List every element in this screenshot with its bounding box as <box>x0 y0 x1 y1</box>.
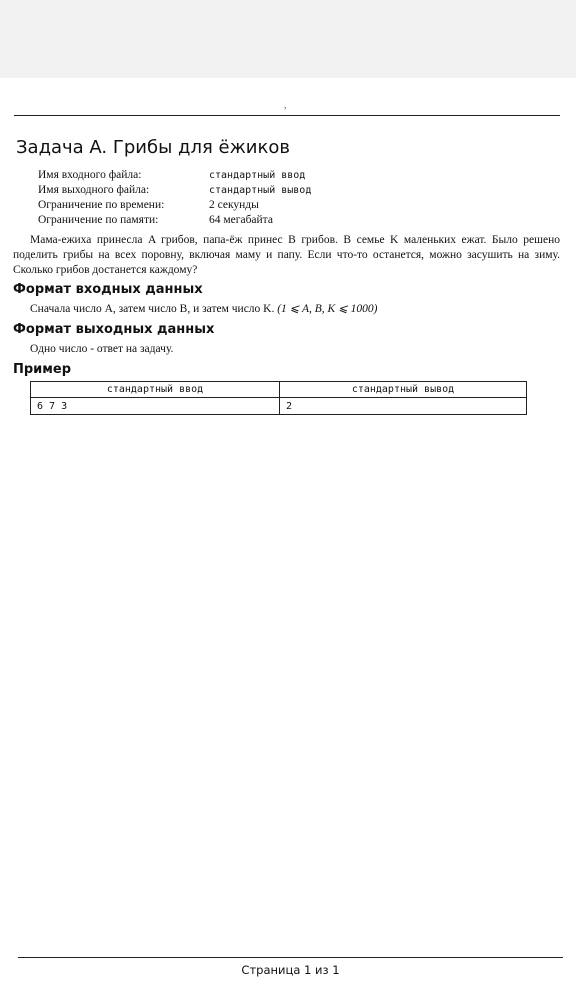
output-format-heading: Формат выходных данных <box>13 322 215 337</box>
info-row-input-file <box>38 168 311 183</box>
info-value: стандартный вывод <box>209 185 312 196</box>
page-number: Страница 1 из 1 <box>241 963 340 977</box>
footer-rule <box>18 957 563 958</box>
info-key: Имя входного файла: <box>38 169 142 181</box>
example-output-cell: 2 <box>280 398 527 415</box>
example-heading: Пример <box>13 362 72 377</box>
info-key: Ограничение по памяти: <box>38 214 159 226</box>
info-value: 2 секунды <box>209 199 259 211</box>
problem-info-block <box>38 168 311 228</box>
info-row-output-file <box>38 183 311 198</box>
info-row-time-limit <box>38 198 311 213</box>
problem-legend: Мама-ежиха принесла A грибов, папа-ёж принес B грибов. В семье K маленьких ежат. Было решено поделить грибы на всех поровну, включая маму и папу. Если что-то останется, можно засушить на зиму. Сколько грибов достанется каждому? <box>13 234 560 276</box>
info-value: 64 мегабайта <box>209 214 273 226</box>
info-key: Имя выходного файла: <box>38 184 150 196</box>
example-table-header <box>31 382 527 398</box>
input-format-heading: Формат входных данных <box>13 282 203 297</box>
info-row-memory-limit <box>38 213 311 228</box>
problem-title: Задача A. Грибы для ёжиков <box>16 137 290 158</box>
viewer-top-bar <box>0 0 576 78</box>
output-format-text: Одно число - ответ на задачу. <box>30 343 174 355</box>
example-header-input: стандартный ввод <box>31 382 280 398</box>
table-row <box>31 398 527 415</box>
info-value: стандартный ввод <box>209 170 306 181</box>
input-constraint: (1 ⩽ A, B, K ⩽ 1000) <box>277 303 378 315</box>
header-mark: , <box>284 100 287 110</box>
header-rule <box>14 115 560 116</box>
example-header-output: стандартный вывод <box>280 382 527 398</box>
example-table <box>30 381 527 415</box>
input-format-text <box>30 302 550 317</box>
info-key: Ограничение по времени: <box>38 199 165 211</box>
input-format-description: Сначала число A, затем число B, и затем число K. <box>30 303 275 315</box>
example-input-cell: 6 7 3 <box>31 398 280 415</box>
